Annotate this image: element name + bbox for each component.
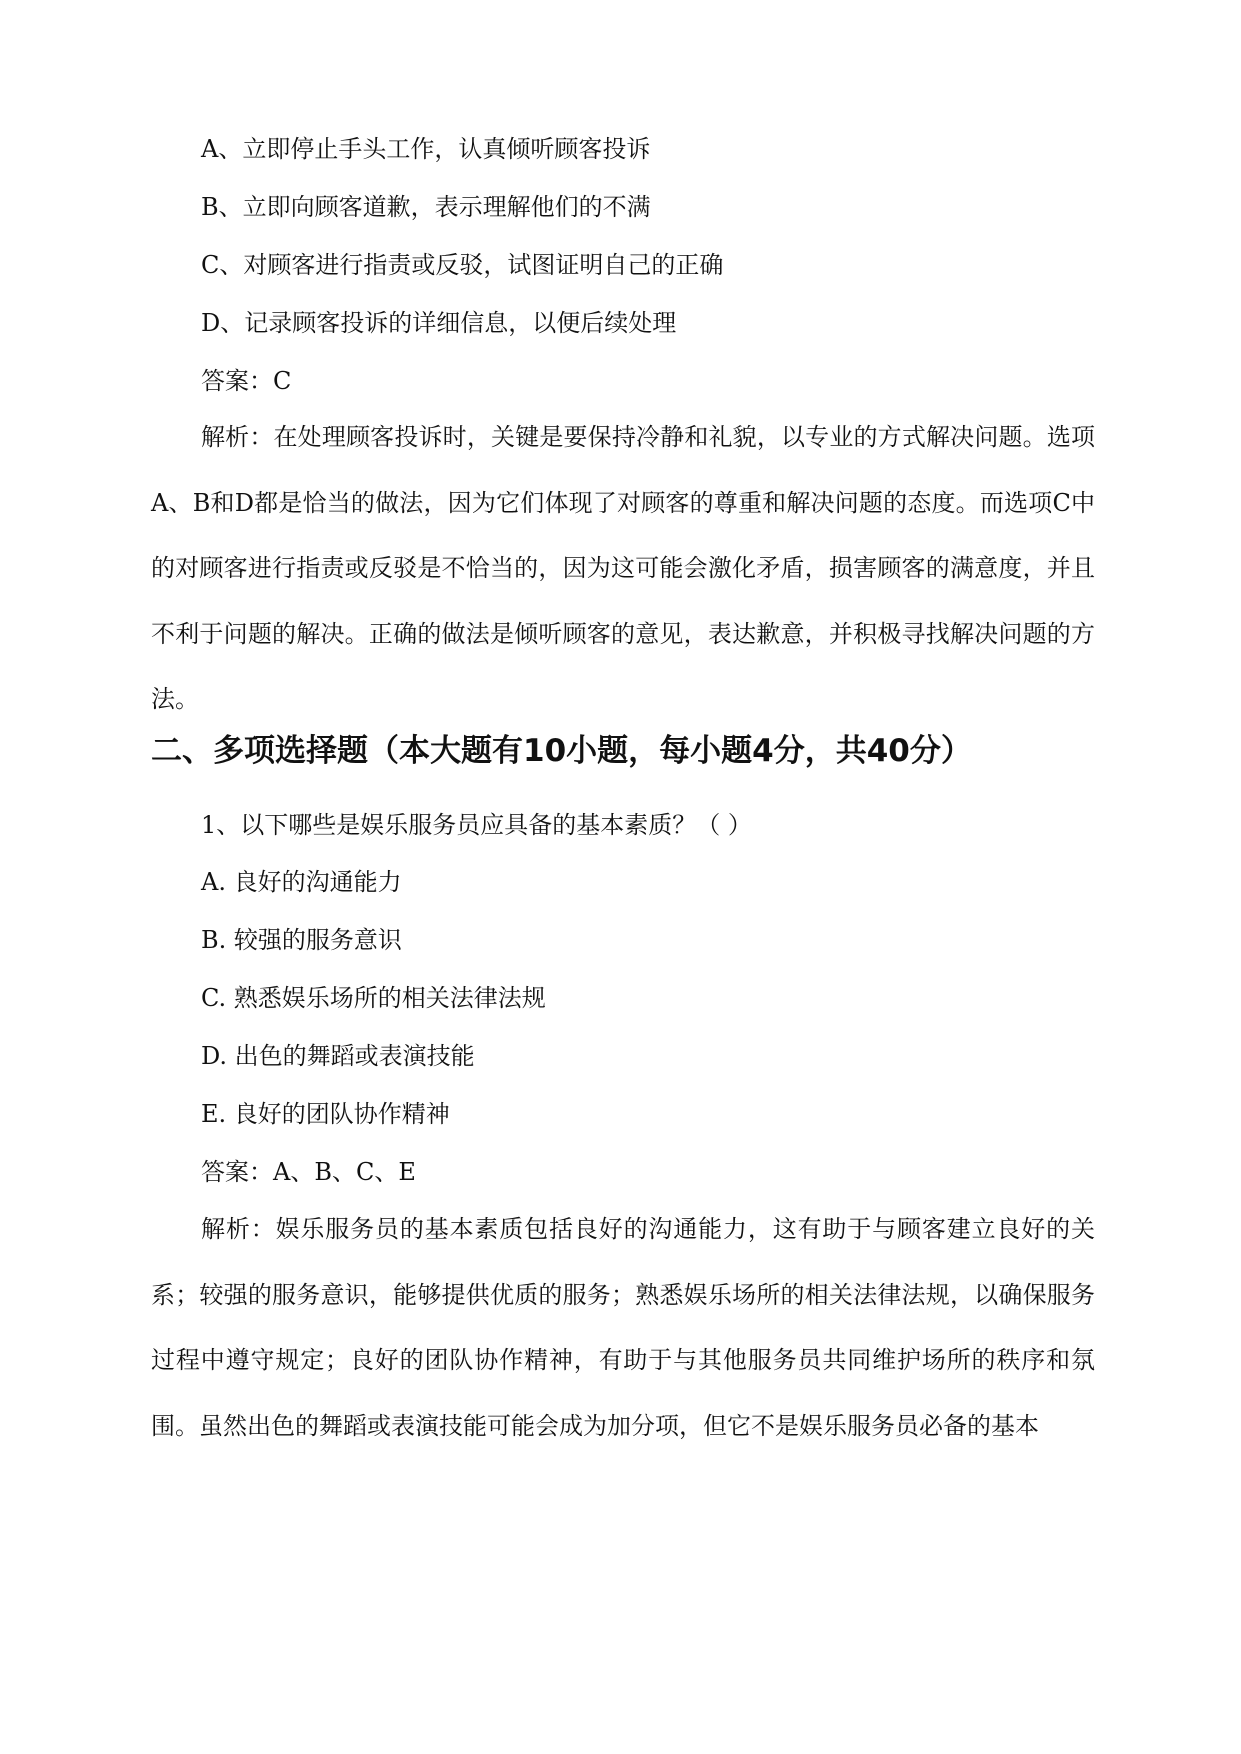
question-text: 1、以下哪些是娱乐服务员应具备的基本素质？（ ） bbox=[201, 811, 752, 839]
option-d: D. 出色的舞蹈或表演技能 bbox=[201, 1042, 475, 1070]
option-b: B. 较强的服务意识 bbox=[201, 926, 402, 954]
answer: 答案：C bbox=[201, 367, 292, 395]
option-a: A. 良好的沟通能力 bbox=[201, 868, 402, 896]
analysis-paragraph: 解析：在处理顾客投诉时，关键是要保持冷静和礼貌，以专业的方式解决问题。选项A、B和D都是恰当的做法，因为它们体现了对顾客的尊重和解决问题的态度。而选项C中的对顾客进行指责或反驳是不恰当的，因为这可能会激化矛盾，损害顾客的满意度，并且不利于问题的解决。正确的做法是倾听顾客的意见，表达歉意，并积极寻找解决问题的方法。 bbox=[151, 423, 1095, 713]
analysis-paragraph: 解析：娱乐服务员的基本素质包括良好的沟通能力，这有助于与顾客建立良好的关系；较强的服务意识，能够提供优质的服务；熟悉娱乐场所的相关法律法规，以确保服务过程中遵守规定；良好的团队协作精神，有助于与其他服务员共同维护场所的秩序和氛围。虽然出色的舞蹈或表演技能可能会成为加分项，但它不是娱乐服务员必备的基本 bbox=[151, 1215, 1095, 1440]
section-heading: 二、多项选择题（本大题有10小题，每小题4分，共40分） bbox=[151, 733, 972, 769]
option-c: C、对顾客进行指责或反驳，试图证明自己的正确 bbox=[201, 251, 724, 279]
option-a: A、立即停止手头工作，认真倾听顾客投诉 bbox=[201, 135, 651, 163]
option-c: C. 熟悉娱乐场所的相关法律法规 bbox=[201, 984, 546, 1012]
option-d: D、记录顾客投诉的详细信息，以便后续处理 bbox=[201, 309, 677, 337]
option-e: E. 良好的团队协作精神 bbox=[201, 1100, 450, 1128]
option-b: B、立即向顾客道歉，表示理解他们的不满 bbox=[201, 193, 651, 221]
answer: 答案：A、B、C、E bbox=[201, 1158, 416, 1186]
